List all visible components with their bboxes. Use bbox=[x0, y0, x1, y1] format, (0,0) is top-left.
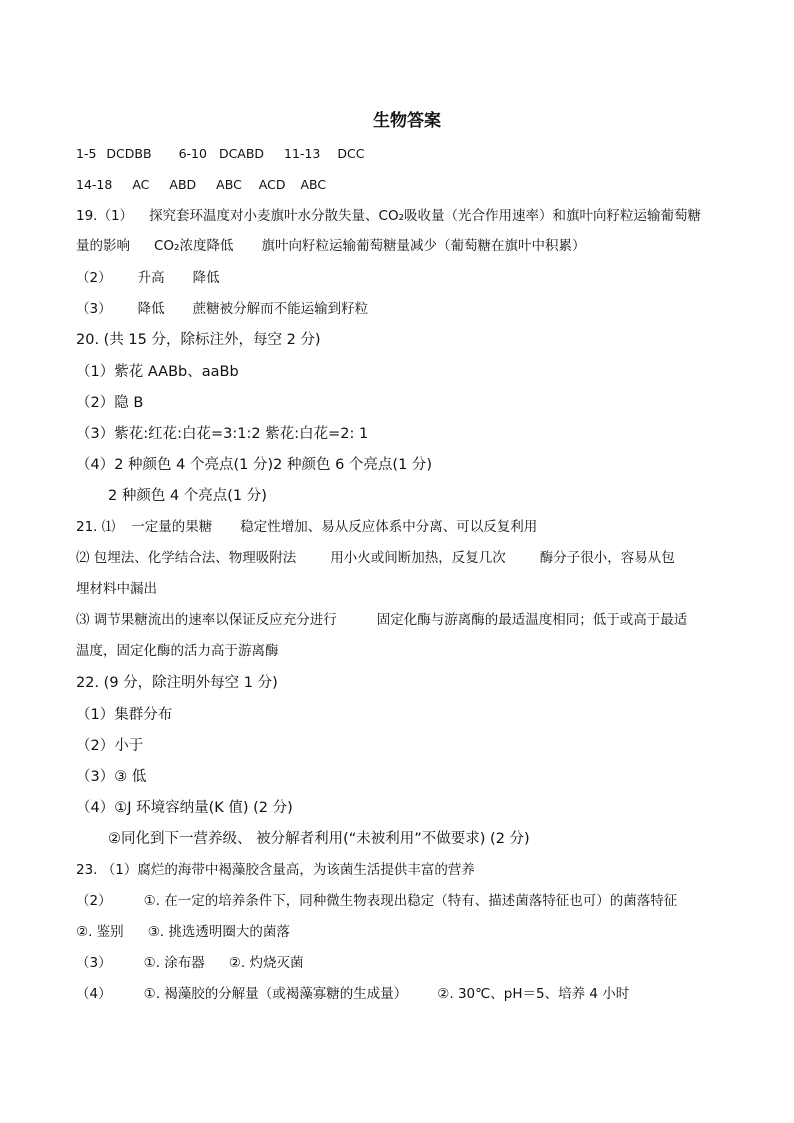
mc-row-2 bbox=[76, 179, 326, 192]
q20-answer-1: （1）紫花 AABb、aaBb bbox=[76, 364, 239, 380]
q23-line-1: 23. （1）腐烂的海带中褐藻胶含量高，为该菌生活提供丰富的营养 bbox=[76, 862, 475, 878]
q20-header: 20. (共 15 分，除标注外，每空 2 分) bbox=[76, 332, 321, 348]
q21-line-2: ⑵ 包埋法、化学结合法、物理吸附法 用小火或间断加热，反复几次 酶分子很小，容易从包 bbox=[76, 550, 675, 566]
q22-answer-1: （1）集群分布 bbox=[76, 707, 173, 723]
q19-line-1: 19.（1） 探究套环温度对小麦旗叶水分散失量、CO₂吸收量（光合作用速率）和旗叶向籽粒运输葡萄糖 bbox=[76, 208, 702, 224]
q21-line-5: 温度，固定化酶的活力高于游离酶 bbox=[76, 643, 279, 659]
q20-answer-2: （2）隐 B bbox=[76, 395, 144, 411]
q20-answer-4: （4）2 种颜色 4 个亮点(1 分)2 种颜色 6 个亮点(1 分) bbox=[76, 457, 433, 473]
q21-line-4: ⑶ 调节果糖流出的速率以保证反应充分进行 固定化酶与游离酶的最适温度相同；低于或高于最适 bbox=[76, 612, 688, 628]
mc-answer: ABC bbox=[216, 177, 242, 192]
q23-line-2: （2） ①. 在一定的培养条件下，同种微生物表现出稳定（特有、描述菌落特征也可）的菌落特征 bbox=[76, 893, 678, 909]
page-title: 生物答案 bbox=[373, 111, 441, 131]
q20-answer-5: 2 种颜色 4 个亮点(1 分) bbox=[108, 488, 267, 504]
q22-answer-5: ②同化到下一营养级、 被分解者利用(“未被利用”不做要求) (2 分) bbox=[108, 831, 530, 847]
q19-line-3: （2） 升高 降低 bbox=[76, 270, 220, 286]
mc-answer: ABD bbox=[169, 177, 197, 192]
q21-line-3: 埋材料中漏出 bbox=[76, 581, 157, 597]
mc-answer: DCDBB bbox=[106, 146, 152, 161]
mc-answer: AC bbox=[132, 177, 150, 192]
q19-line-2: 量的影响 CO₂浓度降低 旗叶向籽粒运输葡萄糖量减少（葡萄糖在旗叶中积累） bbox=[76, 238, 586, 254]
q23-line-3: ②. 鉴别 ③. 挑选透明圈大的菌落 bbox=[76, 924, 290, 940]
q19-line-4: （3） 降低 蔗糖被分解而不能运输到籽粒 bbox=[76, 301, 369, 317]
mc-row-1 bbox=[76, 148, 364, 161]
q20-answer-3: （3）紫花:红花:白花=3:1:2 紫花:白花=2: 1 bbox=[76, 426, 369, 442]
mc-range: 1-5 bbox=[76, 146, 97, 161]
q23-line-5: （4） ①. 褐藻胶的分解量（或褐藻寡糖的生成量） ②. 30℃、pH＝5、培养 4 小时 bbox=[76, 986, 630, 1002]
mc-answer: ACD bbox=[258, 177, 286, 192]
mc-answer: DCABD bbox=[218, 146, 265, 161]
q22-header: 22. (9 分，除注明外每空 1 分) bbox=[76, 675, 278, 691]
mc-range: 11-13 bbox=[284, 146, 321, 161]
q22-answer-4: （4）①J 环境容纳量(K 值) (2 分) bbox=[76, 800, 293, 816]
mc-range: 14-18 bbox=[76, 177, 113, 192]
q23-line-4: （3） ①. 涂布器 ②. 灼烧灭菌 bbox=[76, 955, 304, 971]
q21-line-1: 21. ⑴ 一定量的果糖 稳定性增加、易从反应体系中分离、可以反复利用 bbox=[76, 519, 538, 535]
mc-answer: DCC bbox=[337, 146, 365, 161]
q22-answer-2: （2）小于 bbox=[76, 738, 144, 754]
q22-answer-3: （3）③ 低 bbox=[76, 769, 147, 785]
mc-range: 6-10 bbox=[178, 146, 207, 161]
mc-answer: ABC bbox=[300, 177, 327, 192]
